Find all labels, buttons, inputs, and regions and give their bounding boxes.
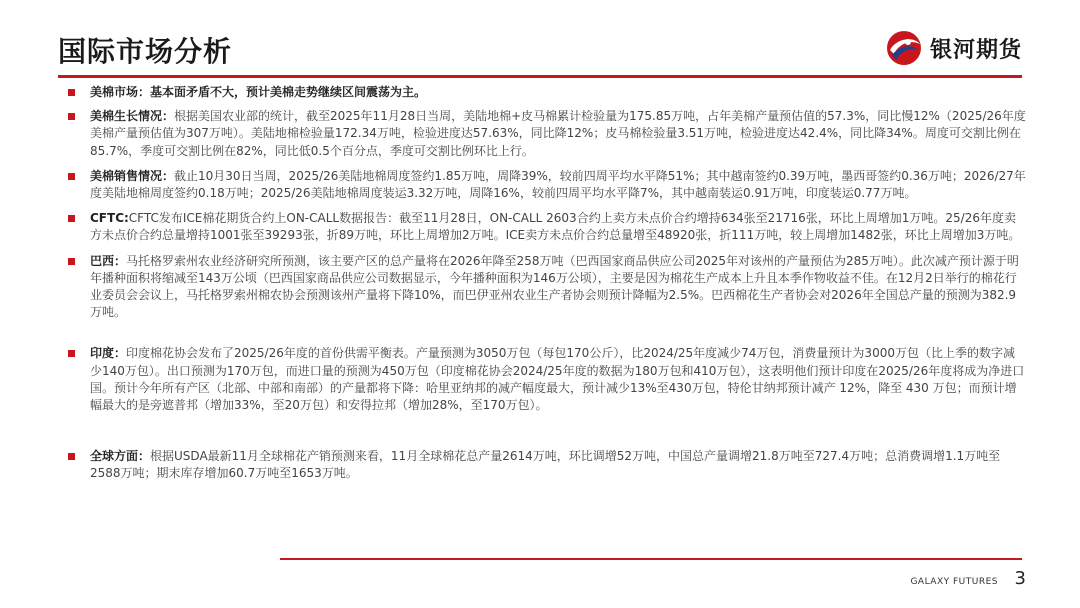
bullet-lead: 美棉销售情况： (90, 168, 175, 183)
brand-name: 银河期货 (929, 37, 1022, 63)
bullet-us-sales (68, 168, 1026, 202)
bullet-us-cotton-market (68, 84, 1026, 101)
footer-brand: GALAXY FUTURES (910, 577, 998, 587)
content-list (68, 84, 1026, 483)
bullet-body: 印度棉花协会发布了2025/26年度的首份供需平衡表。产量预测为3050万包（每包170公斤），比2024/25年度减少74万包，消费量预计为3000万包（比上季的数字减少140万包）。出口预测为170万包，而进口量的预测为450万包（印度棉花协会2024/25年度的数据为180万包和410万包），这表明他们预计印度在2025/26年度将成为净进口国。预计今年所有产区（北部、中部和南部）的产量都将下降：哈里亚纳邦的减产幅度最大，预计减少13%至430万包，特伦甘纳邦预计减产 12%，降至 430 万包；而预计增幅最大的是旁遮普邦（增加33%，至20万包）和安得拉邦（增加28%，至170万包）。 (90, 346, 1025, 413)
bullet-brazil (68, 253, 1026, 322)
bullet-body: CFTC发布ICE棉花期货合约上ON-CALL数据报告：截至11月28日，ON-CALL 2603合约上卖方未点价合约增持634张至21716张，环比上周增加1万吨。25/26年度卖方未点价合约总量增持1001张至39293张，折89万吨，环比上周增加2万吨。ICE卖方未点价合约总量增至48920张，折111万吨，较上周增加1482张，环比上周增加3万吨。 (90, 211, 1021, 243)
galaxy-logo-icon (884, 28, 924, 68)
bullet-lead: 印度： (90, 346, 127, 361)
bullet-cftc (68, 210, 1026, 244)
bullet-lead: 美棉市场：基本面矛盾不大，预计美棉走势继续区间震荡为主。 (90, 85, 427, 99)
bullet-india (68, 345, 1026, 414)
page-title: 国际市场分析 (58, 35, 233, 68)
bullet-global (68, 448, 1026, 482)
bullet-lead: 全球方面： (90, 449, 151, 464)
bullet-us-growth (68, 108, 1026, 160)
bullet-body: 马托格罗索州农业经济研究所预测，该主要产区的总产量将在2026年降至258万吨（巴西国家商品供应公司2025年对该州的产量预估为285万吨）。此次减产预计源于明年播种面积将缩减至143万公顷（巴西国家商品供应公司数据显示，今年播种面积为146万公顷），主要是因为棉花生产成本上升且本季作物收益不佳。在12月2日举行的棉花行业委员会会议上，马托格罗索州棉农协会预测该州产量将下降10%，而巴伊亚州农业生产者协会则预计降幅为2.5%。巴西棉花生产者协会对2026年全国总产量的预测为382.9万吨。 (90, 253, 1019, 320)
bullet-lead: 美棉生长情况： (90, 109, 175, 124)
bullet-lead: 巴西： (90, 253, 127, 268)
bullet-body: 根据USDA最新11月全球棉花产销预测来看，11月全球棉花总产量2614万吨，环比调增52万吨，中国总产量调增21.8万吨至727.4万吨；总消费调增1.1万吨至2588万吨；期末库存增加60.7万吨至1653万吨。 (90, 449, 1001, 481)
bullet-body: 截止10月30日当周，2025/26美陆地棉周度签约1.85万吨，周降39%，较前四周平均水平降51%；其中越南签约0.39万吨，墨西哥签约0.36万吨；2026/27年度美陆地棉周度签约0.18万吨；2025/26美陆地棉周度装运3.32万吨，周降16%，较前四周平均水平降7%，其中越南装运0.91万吨，印度装运0.77万吨。 (90, 168, 1026, 201)
footer-divider (280, 558, 1022, 560)
page-number: 3 (1014, 568, 1026, 589)
bullet-lead: CFTC: (90, 211, 129, 226)
bullet-body: 根据美国农业部的统计，截至2025年11月28日当周，美陆地棉+皮马棉累计检验量为175.85万吨，占年美棉产量预估值的57.3%，同比慢12%（2025/26年度美棉产量预估值为307万吨）。美陆地棉检验量172.34万吨，检验进度达57.63%，同比降12%；皮马棉检验量3.51万吨，检验进度达42.4%，同比降34%。周度可交割比例在85.7%，季度可交割比例在82%，同比低0.5个百分点，季度可交割比例环比上行。 (90, 109, 1026, 158)
brand-logo (884, 28, 1022, 68)
title-divider (58, 75, 1022, 78)
